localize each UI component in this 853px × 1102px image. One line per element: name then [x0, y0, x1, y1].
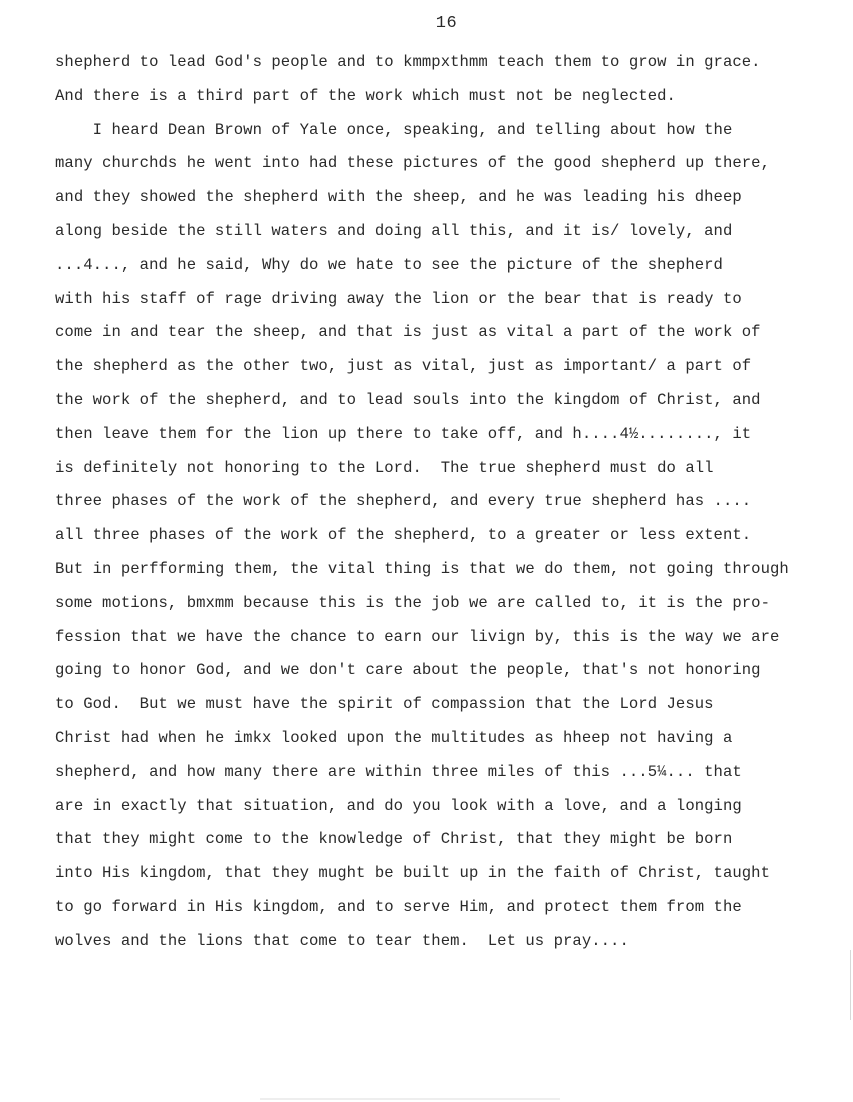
- scan-edge-mark: [260, 1098, 560, 1100]
- text-line: come in and tear the sheep, and that is just as vital a part of the work of: [55, 323, 761, 342]
- text-line: And there is a third part of the work which must not be neglected.: [55, 86, 676, 105]
- text-line: all three phases of the work of the shepherd, to a greater or less extent.: [55, 526, 752, 545]
- text-line: then leave them for the lion up there to take off, and h....4½........, it: [55, 424, 752, 443]
- text-line: with his staff of rage driving away the lion or the bear that is ready to: [55, 289, 742, 308]
- text-line: the work of the shepherd, and to lead souls into the kingdom of Christ, and: [55, 390, 761, 409]
- text-line: to God. But we must have the spirit of compassion that the Lord Jesus: [55, 695, 714, 714]
- text-line: some motions, bmxmm because this is the job we are called to, it is the pro-: [55, 593, 770, 612]
- scan-edge-mark: [850, 950, 851, 1020]
- text-line: shepherd to lead God's people and to kmmpxthmm teach them to grow in grace.: [55, 53, 761, 71]
- text-line: going to honor God, and we don't care about the people, that's not honoring: [55, 661, 761, 680]
- text-line: many churchds he went into had these pictures of the good shepherd up there,: [55, 154, 770, 173]
- typed-text-body: [55, 49, 845, 962]
- text-line: and they showed the shepherd with the sheep, and he was leading his dheep: [55, 188, 742, 207]
- text-line: I heard Dean Brown of Yale once, speaking, and telling about how the: [55, 120, 733, 139]
- text-line: Christ had when he imkx looked upon the multitudes as hheep not having a: [55, 728, 733, 747]
- text-line: wolves and the lions that come to tear them. Let us pray....: [55, 931, 629, 950]
- text-line: is definitely not honoring to the Lord. The true shepherd must do all: [55, 458, 714, 477]
- text-line: that they might come to the knowledge of Christ, that they might be born: [55, 830, 733, 849]
- text-line: fession that we have the chance to earn our livign by, this is the way we are: [55, 627, 780, 646]
- text-line: are in exactly that situation, and do you look with a love, and a longing: [55, 796, 742, 815]
- page-number: 16: [435, 14, 458, 33]
- text-line: shepherd, and how many there are within three miles of this ...5¼... that: [55, 762, 742, 781]
- text-line: into His kingdom, that they mught be built up in the faith of Christ, taught: [55, 864, 770, 883]
- text-line: But in perfforming them, the vital thing is that we do them, not going through: [55, 559, 789, 578]
- text-line: three phases of the work of the shepherd, and every true shepherd has ....: [55, 492, 752, 511]
- text-line: the shepherd as the other two, just as vital, just as important/ a part of: [55, 357, 752, 376]
- text-line: ...4..., and he said, Why do we hate to see the picture of the shepherd: [55, 255, 723, 274]
- text-line: along beside the still waters and doing all this, and it is/ lovely, and: [55, 221, 733, 240]
- text-line: to go forward in His kingdom, and to serve Him, and protect them from the: [55, 897, 742, 916]
